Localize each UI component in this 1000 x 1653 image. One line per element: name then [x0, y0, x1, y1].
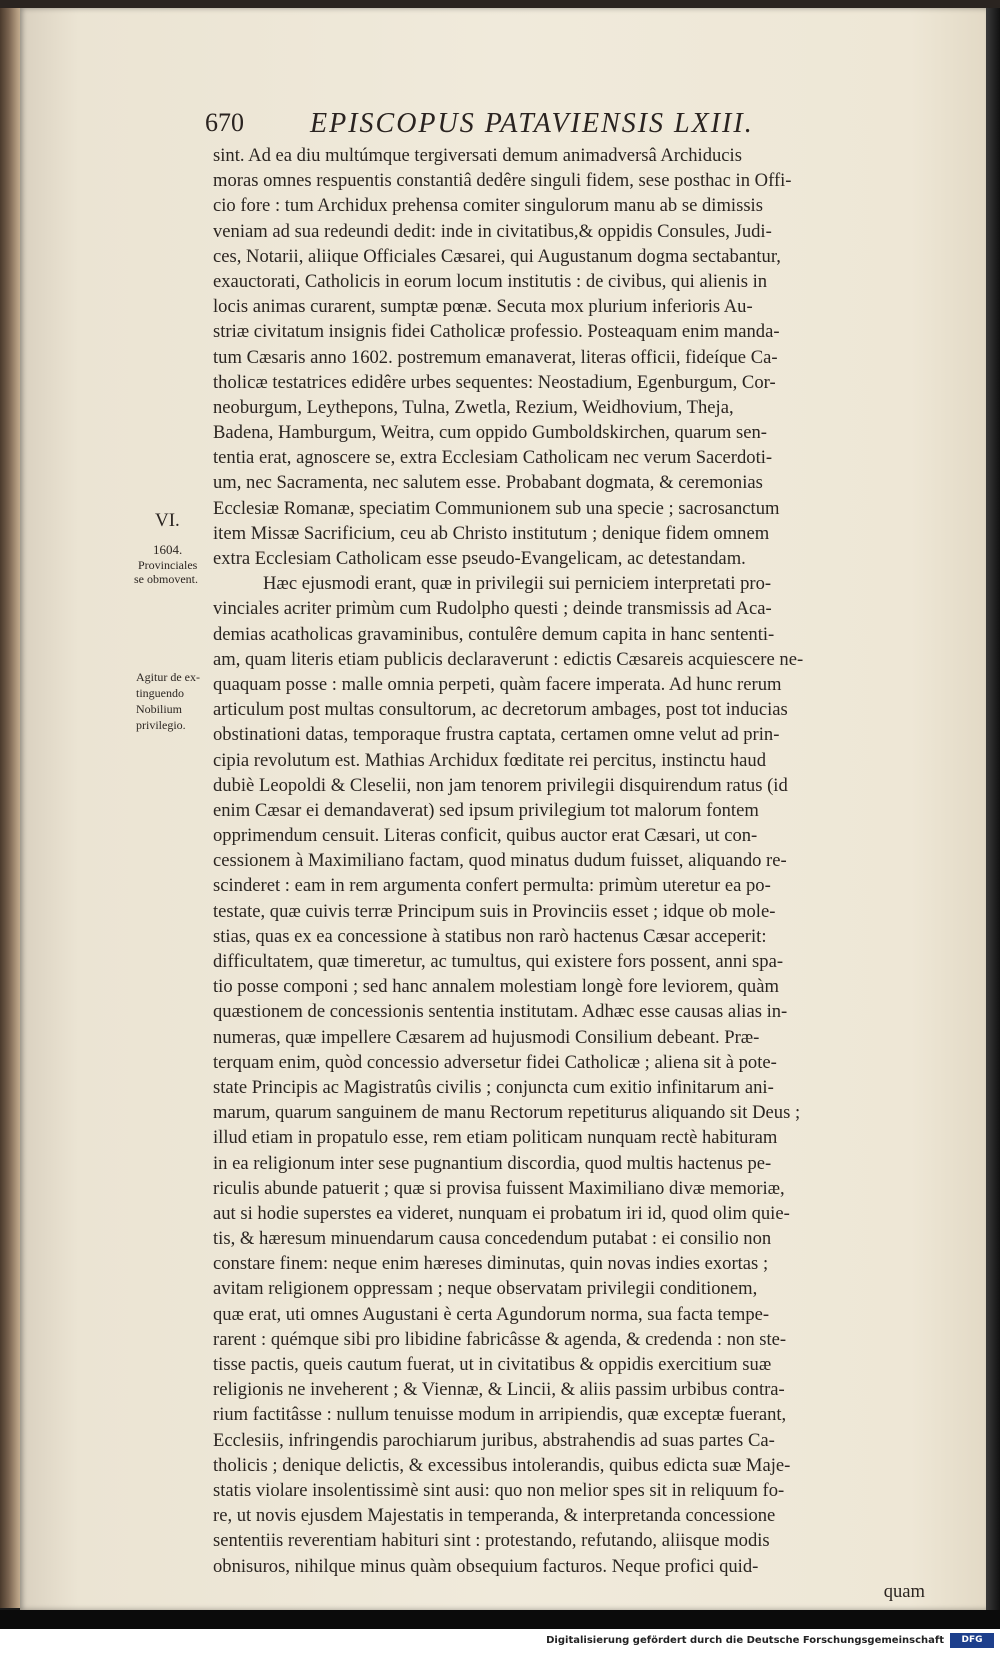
- text-line: numeras, quæ impellere Cæsarem ad hujusmodi Consilium debeant. Præ-: [213, 1026, 760, 1048]
- text-line: tisse pactis, queis cautum fuerat, ut in civitatibus & oppidis exercitium suæ: [213, 1354, 772, 1375]
- text-line: striæ civitatum insignis fidei Catholicæ professio. Posteaquam enim manda-: [213, 321, 780, 343]
- text-line: sint. Ad ea diu multúmque tergiversati demum animadversâ Archiducis: [213, 145, 742, 166]
- funding-credit: Digitalisierung gefördert durch die Deutsche Forschungsgemeinschaft: [546, 1635, 944, 1646]
- text-line: stias, quas ex ea concessione à statibus non rarò hactenus Cæsar acceperit:: [213, 925, 767, 947]
- text-line: ces, Notarii, aliique Officiales Cæsarei, qui Augustanum dogma sectabantur,: [213, 245, 781, 267]
- text-line: quaquam posse : malle omnia perpeti, quàm facere imperata. Ad hunc rerum: [213, 673, 782, 695]
- text-line: vinciales acriter primùm cum Rudolpho questi ; deinde transmissis ad Aca-: [213, 598, 772, 620]
- text-line: dubiè Leopoldi & Cleselii, non jam tenorem privilegii disquirendum ratus (id: [213, 774, 788, 796]
- text-line: quæ erat, uti omnes Augustani è certa Agundorum norma, sua facta tempe-: [213, 1303, 770, 1325]
- text-line: obnisuros, nihilque minus quàm obsequium facturos. Neque profici quid-: [213, 1555, 759, 1577]
- text-line: exauctorati, Catholicis in eorum locum institutis : de civibus, qui alienis in: [213, 270, 768, 292]
- text-line: terquam enim, quòd concessio adversetur fidei Catholicæ ; aliena sit à pote-: [213, 1051, 777, 1073]
- text-line: difficultatem, quæ timeretur, ac tumultus, qui existere fors possent, anni spa-: [213, 951, 784, 972]
- text-line: re, ut novis ejusdem Majestatis in temperanda, & interpretanda concessione: [213, 1505, 776, 1527]
- margin-note-agitur-3: Nobilium: [136, 702, 183, 716]
- catchword: quam: [883, 1580, 925, 1602]
- text-line: riculis abunde patuerit ; quæ si provisa fuissent Maximiliano divæ memoriæ,: [213, 1177, 785, 1199]
- text-line: item Missæ Sacrificium, ceu ab Christo institutum ; denique fidem omnem: [213, 522, 770, 544]
- text-line: Badena, Hamburgum, Weitra, cum oppido Gumboldskirchen, quarum sen-: [213, 422, 767, 444]
- margin-note-provinciales-2: se obmovent.: [134, 572, 198, 586]
- page-header: [205, 108, 905, 144]
- book-spine-edge: [0, 8, 22, 1608]
- text-line: tholicis ; denique delictis, & excessibus intolerandis, quibus edicta suæ Maje-: [213, 1454, 791, 1476]
- text-line: enim Cæsar ei demandaverat) sed ipsum privilegium tot malorum fontem: [213, 799, 759, 821]
- text-line: rarent : quémque sibi pro libidine fabricâsse & agenda, & credenda : non ste-: [213, 1328, 787, 1350]
- dfg-logo-icon[interactable]: DFG: [950, 1633, 994, 1648]
- text-line: tum Cæsaris anno 1602. postremum emanaverat, literas officii, fideíque Ca-: [213, 346, 778, 368]
- text-line: cio fore : tum Archidux prehensa comiter singulorum manu ab se dimissis: [213, 195, 763, 217]
- text-line: aut si hodie superstes ea videret, nunquam ei probatum iri id, quod olim quie-: [213, 1202, 790, 1224]
- page-number: 670: [205, 108, 244, 137]
- text-line: constare finem: neque enim hæreses diminutas, quin novas indies exortas ;: [213, 1253, 769, 1275]
- text-line: tentia erat, agnoscere se, extra Ecclesiam Catholicam nec verum Sacerdoti-: [213, 447, 773, 469]
- text-line: cessionem à Maximiliano factam, quod minatus dudum fuisset, aliquando re-: [213, 850, 787, 872]
- text-line: neoburgum, Leythepons, Tulna, Zwetla, Rezium, Weidhovium, Theja,: [213, 396, 734, 418]
- text-line: demias acatholicas gravaminibus, contulêre demum capita in hanc sententi-: [213, 623, 775, 645]
- margin-year: 1604.: [153, 542, 183, 557]
- text-line: extra Ecclesiam Catholicam esse pseudo-Evangelicam, ac detestandam.: [213, 548, 746, 569]
- text-line: moras omnes respuentis constantiâ dedêre singuli fidem, sese posthac in Offi-: [213, 170, 792, 192]
- text-line: marum, quarum sanguinem de manu Rectorum repetiturus aliquando sit Deus ;: [213, 1102, 801, 1124]
- footer-bar: [0, 1629, 1000, 1653]
- text-line: articulum post multas consultorum, ac decretorum ambages, post tot inducias: [213, 699, 788, 721]
- text-line: Ecclesiæ Romanæ, speciatim Communionem sub una specie ; sacrosanctum: [213, 497, 780, 519]
- text-line: obstinationi datas, temporaque frustra captata, certamen omne velut ad prin-: [213, 724, 780, 746]
- text-line: um, nec Sacramenta, nec salutem esse. Probabant dogmata, & ceremonias: [213, 472, 763, 494]
- text-line: locis animas curarent, sumptæ pœnæ. Secuta mox plurium inferioris Au-: [213, 296, 753, 318]
- text-line: tis, & hæresum minuendarum causa concedendum putabat : ei consilio non: [213, 1228, 772, 1250]
- text-line: avitam religionem oppressam ; neque observatam privilegii conditionem,: [213, 1278, 758, 1300]
- text-line: tio posse componi ; sed hanc annalem molestiam longè fore leviorem, quàm: [213, 976, 779, 998]
- body-text: [213, 143, 925, 1604]
- text-line: scinderet : eam in rem argumenta confert permulta: primùm uteretur ea po-: [213, 875, 771, 897]
- running-title: EPISCOPUS PATAVIENSIS LXIII.: [310, 108, 754, 139]
- text-line: religionis ne inveherent ; & Viennæ, & Lincii, & aliis passim urbibus contra-: [213, 1379, 785, 1401]
- text-line: rium factitâsse : nullum tenuisse modum in arripiendis, quæ exceptæ fuerant,: [213, 1404, 787, 1426]
- text-line: am, quam literis etiam publicis declaraverunt : edictis Cæsareis acquiescere ne-: [213, 648, 804, 670]
- text-line: Hæc ejusmodi erant, quæ in privilegii sui perniciem interpretati pro-: [263, 573, 772, 595]
- text-line: Ecclesiis, infringendis parochiarum juribus, abstrahendis ad suas partes Ca-: [213, 1429, 775, 1451]
- text-line: state Principis ac Magistratûs civilis ; conjuncta cum exitio infinitarum ani-: [213, 1076, 774, 1098]
- text-line: tholicæ testatrices edidêre urbes sequentes: Neostadium, Egenburgum, Cor-: [213, 371, 776, 393]
- text-line: testate, quæ cuivis terræ Principum suis in Provinciis esset ; idque ob mole-: [213, 900, 776, 922]
- margin-note-agitur-2: tinguendo: [136, 686, 184, 700]
- margin-note-provinciales-1: Provinciales: [138, 558, 198, 572]
- section-number: VI.: [155, 510, 180, 531]
- text-line: cipia revolutum est. Mathias Archidux fœditate rei percitus, instinctu haud: [213, 749, 767, 771]
- text-line: in ea religionum inter sese pugnantium discordia, quod multis hactenus pe-: [213, 1152, 772, 1174]
- text-line: illud etiam in propatulo esse, rem etiam politicam nunquam rectè habituram: [213, 1127, 778, 1149]
- margin-note-agitur-1: Agitur de ex-: [136, 670, 200, 684]
- text-line: veniam ad sua redeundi dedit: inde in civitatibus,& oppidis Consules, Judi-: [213, 220, 772, 242]
- margin-note-agitur-4: privilegio.: [136, 718, 186, 732]
- text-line: statis violare insolentissimè sint ausi: quo non melior spes sit in reliquum fo-: [213, 1479, 785, 1501]
- scan-bottom-band: [0, 1610, 1000, 1629]
- text-line: sententiis reverentiam habituri sint : protestando, refutando, aliisque modis: [213, 1530, 770, 1552]
- text-line: quæstionem de concessionis sententia institutam. Adhæc esse causas alias in-: [213, 1001, 788, 1023]
- page-right-edge: [986, 8, 1000, 1610]
- text-line: opprimendum censuit. Literas conficit, quibus auctor erat Cæsari, ut con-: [213, 825, 758, 847]
